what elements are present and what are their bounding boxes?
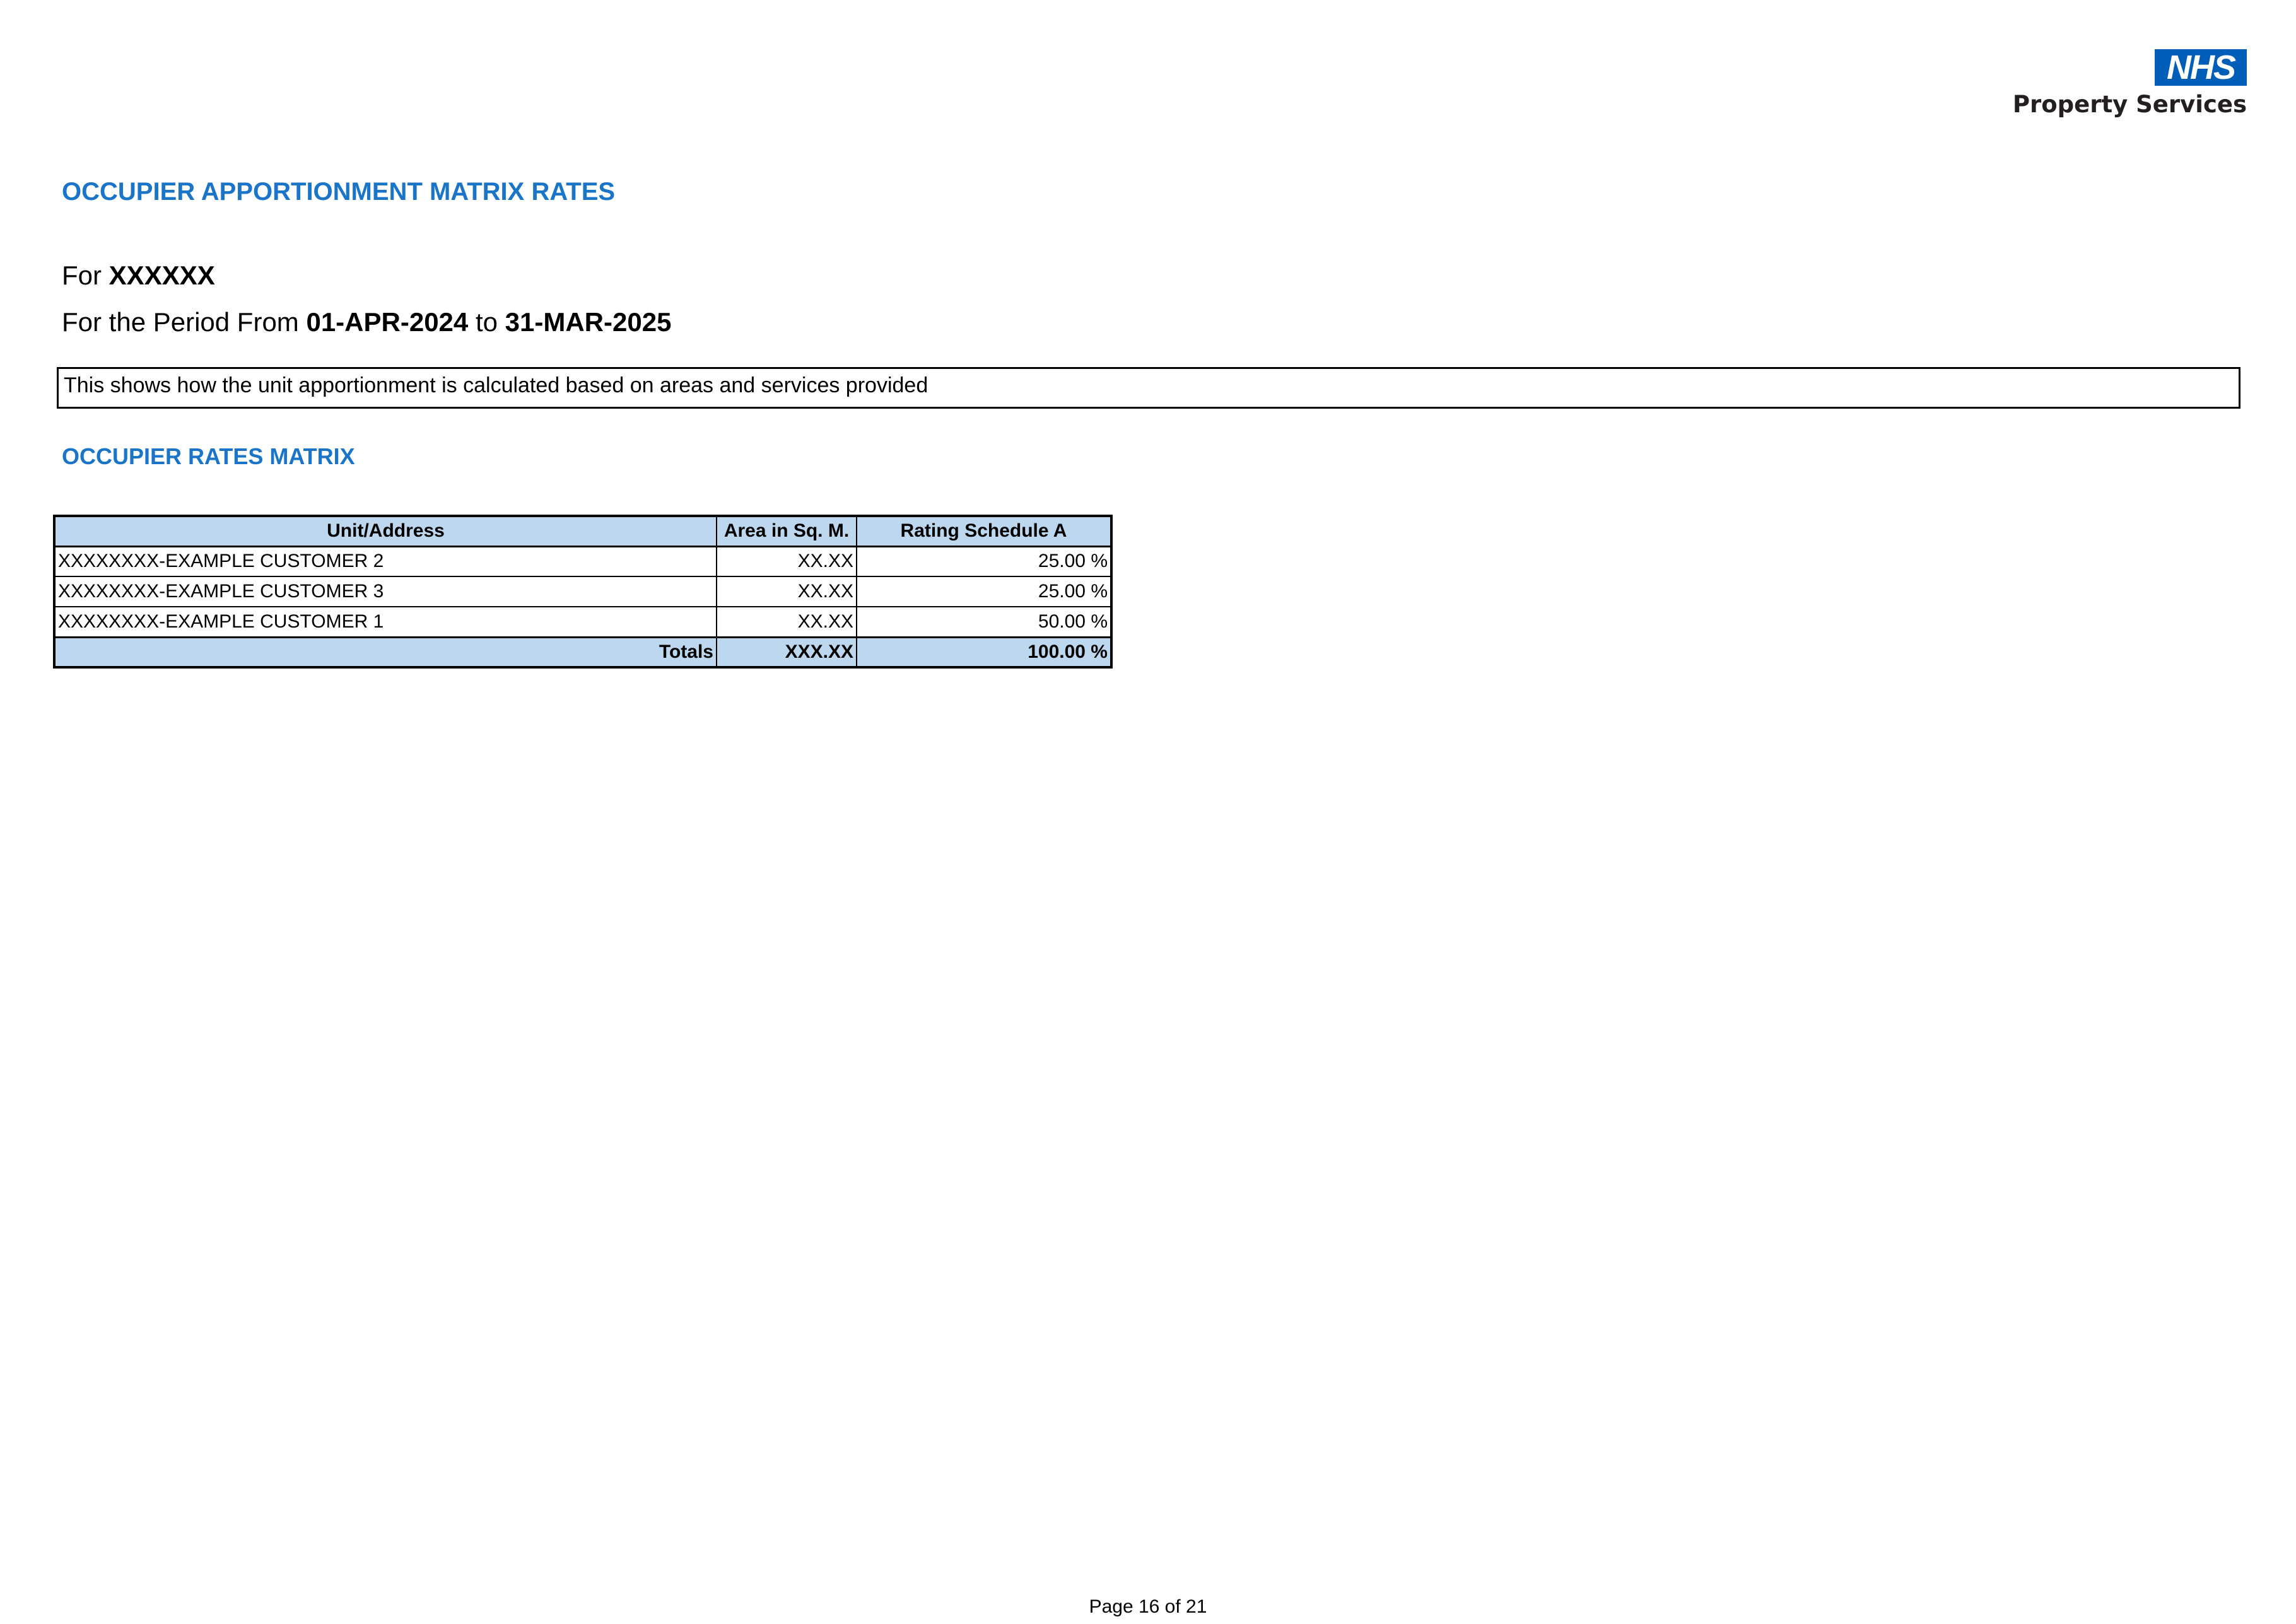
cell-unit: XXXXXXXX-EXAMPLE CUSTOMER 2 [54, 546, 717, 576]
cell-unit: XXXXXXXX-EXAMPLE CUSTOMER 1 [54, 607, 717, 637]
totals-label: Totals [54, 637, 717, 667]
for-line [62, 260, 215, 291]
page-title: OCCUPIER APPORTIONMENT MATRIX RATES [62, 178, 616, 206]
nhs-logo [2007, 49, 2247, 125]
cell-area: XX.XX [717, 607, 857, 637]
totals-row [54, 637, 1111, 667]
description-note: This shows how the unit apportionment is calculated based on areas and services provided [57, 367, 2240, 409]
period-to: 31-MAR-2025 [505, 307, 672, 337]
for-name: XXXXXX [108, 260, 215, 290]
period-joiner: to [475, 307, 498, 337]
cell-unit: XXXXXXXX-EXAMPLE CUSTOMER 3 [54, 576, 717, 607]
cell-rating: 25.00 % [857, 576, 1111, 607]
column-header-area: Area in Sq. M. [717, 516, 857, 546]
page-number: Page 16 of 21 [1089, 1596, 1207, 1617]
period-from: 01-APR-2024 [306, 307, 469, 337]
period-line [62, 307, 671, 338]
for-prefix: For [62, 260, 102, 290]
cell-area: XX.XX [717, 576, 857, 607]
cell-area: XX.XX [717, 546, 857, 576]
table-row [54, 607, 1111, 637]
column-header-unit: Unit/Address [54, 516, 717, 546]
table-row [54, 546, 1111, 576]
table-header-row [54, 516, 1111, 546]
column-header-rating: Rating Schedule A [857, 516, 1111, 546]
totals-rating: 100.00 % [857, 637, 1111, 667]
nhs-badge: NHS [2155, 49, 2247, 86]
section-title: OCCUPIER RATES MATRIX [62, 443, 355, 469]
period-prefix: For the Period From [62, 307, 299, 337]
rates-matrix-table [53, 515, 1113, 669]
table-row [54, 576, 1111, 607]
cell-rating: 50.00 % [857, 607, 1111, 637]
cell-rating: 25.00 % [857, 546, 1111, 576]
logo-subtitle: Property Services [2012, 91, 2247, 118]
totals-area: XXX.XX [717, 637, 857, 667]
